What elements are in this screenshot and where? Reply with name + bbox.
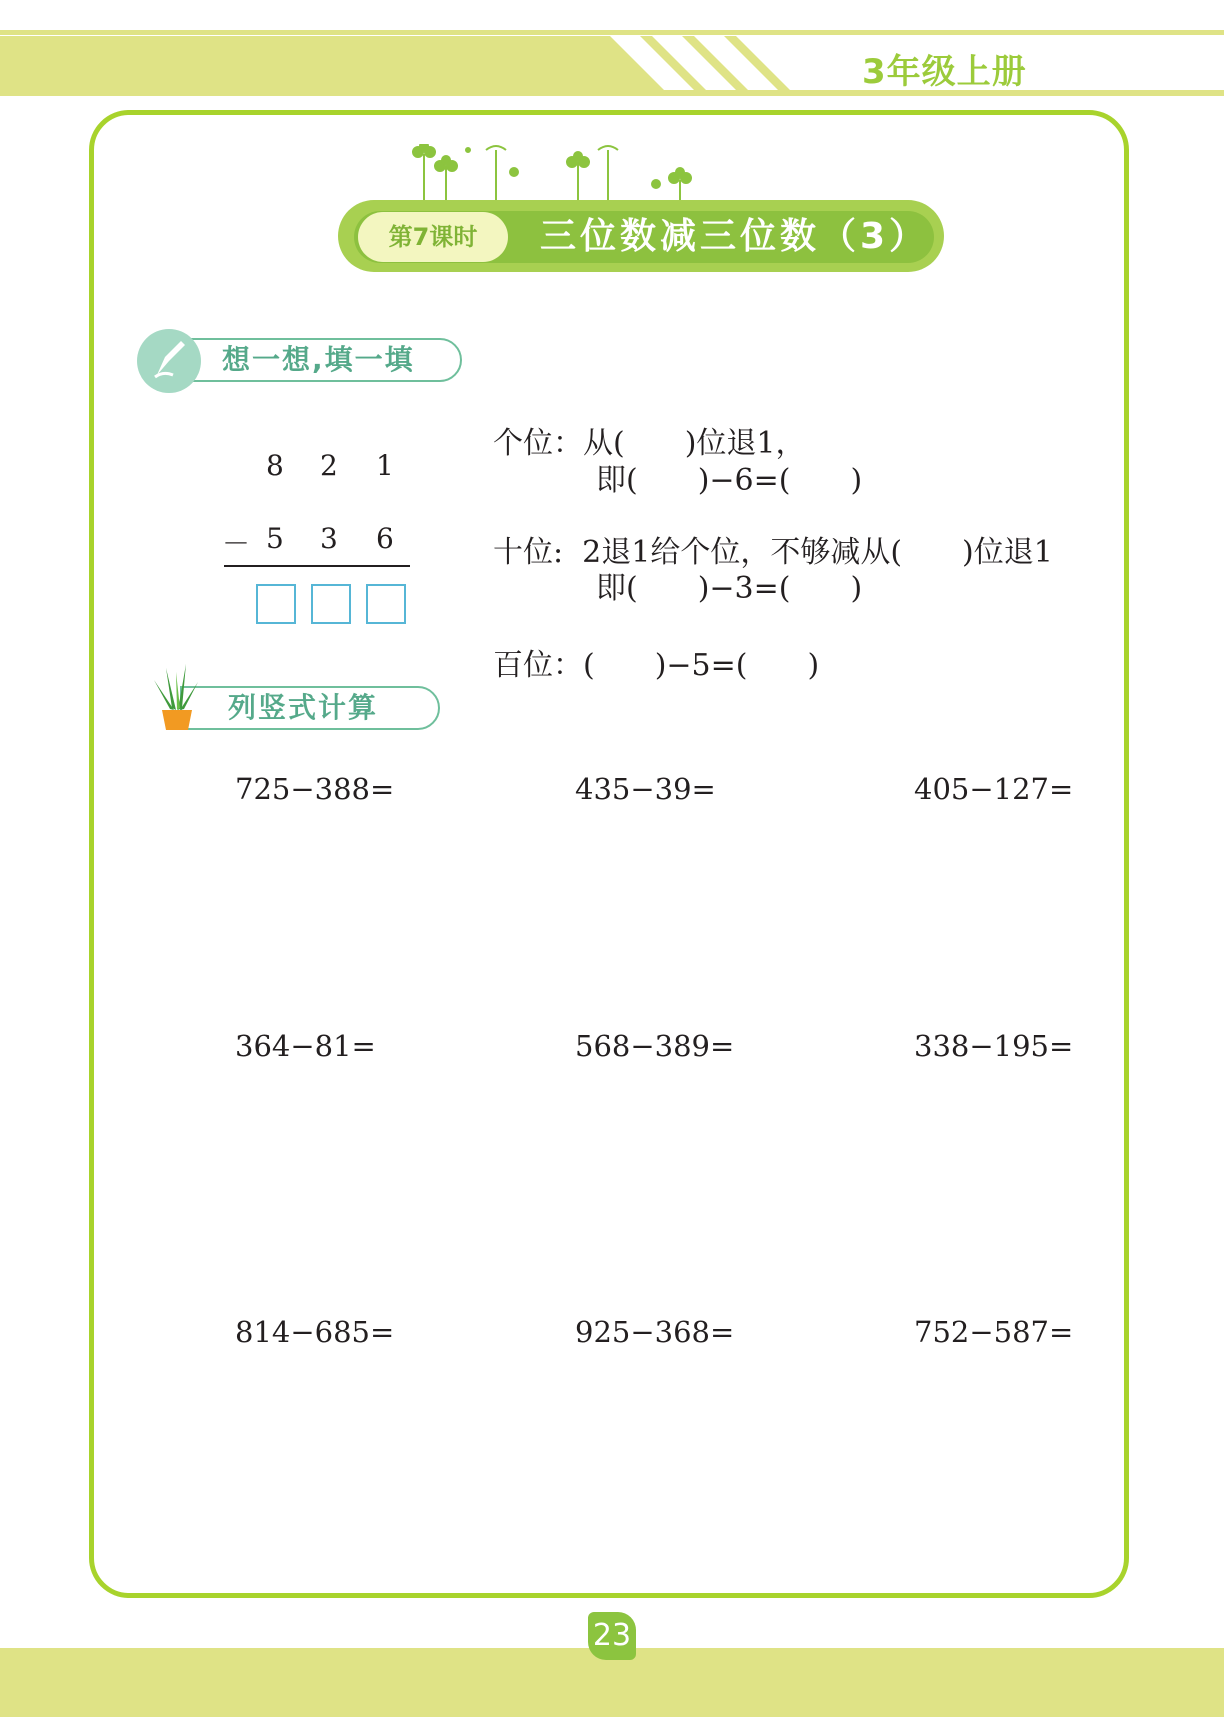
grade-label: 3年级上册 [862,52,1027,92]
answer-box-hundreds[interactable] [256,584,296,624]
problem-9: 752−587= [914,1315,1074,1349]
problem-5: 568−389= [575,1029,735,1063]
answer-box-tens[interactable] [311,584,351,624]
answer-box-ones[interactable] [366,584,406,624]
potted-plant-icon [152,662,202,732]
top-digit-hundreds: 8 [266,449,284,482]
minus-sign: － [222,527,251,560]
header-stripes-icon [610,36,830,90]
problem-6: 338−195= [914,1029,1074,1063]
lesson-title: 三位数减三位数（3） [540,216,930,257]
subtraction-rule [224,565,410,567]
top-digit-ones: 1 [376,449,394,482]
clover-sprouts-icon [410,144,700,204]
bottom-digit-ones: 6 [376,522,394,555]
ones-place-line-1: 个位：从( )位退1， [493,426,806,461]
bottom-digit-tens: 3 [320,522,338,555]
header-strip [0,30,1224,35]
content-frame [89,110,1129,1598]
ones-place-line-2: 即( )−6=( ) [596,463,863,498]
problem-7: 814−685= [235,1315,395,1349]
section-vertical-calc-header: 列竖式计算 [180,686,440,730]
hundreds-place-line: 百位：( )−5=( ) [493,648,820,683]
tens-place-line-2: 即( )−3=( ) [596,571,863,606]
problem-8: 925−368= [575,1315,735,1349]
pen-icon [151,337,191,381]
problem-1: 725−388= [235,772,395,806]
page-number: 23 [588,1612,636,1660]
bottom-digit-hundreds: 5 [266,522,284,555]
top-digit-tens: 2 [320,449,338,482]
problem-4: 364−81= [235,1029,376,1063]
tens-place-line-1: 十位: 2退1给个位，不够减从( )位退1 [493,535,1053,570]
problem-2: 435−39= [575,772,716,806]
section-think-fill-header: 想一想,填一填 [180,338,462,382]
problem-3: 405−127= [914,772,1074,806]
lesson-number-tag: 第7课时 [358,212,508,262]
